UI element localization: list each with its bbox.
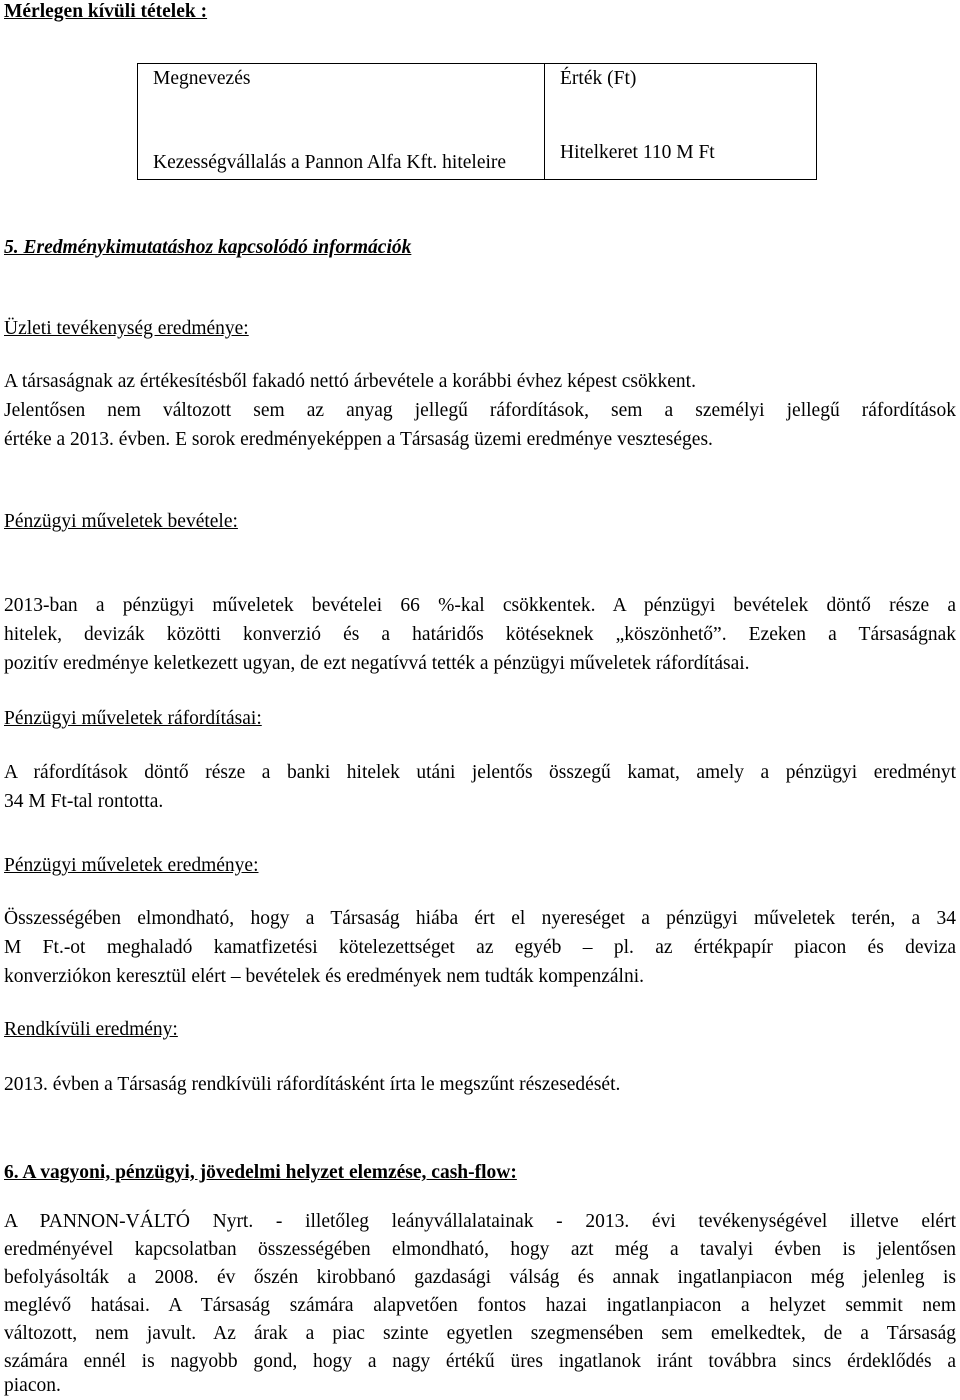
fin-result-line-2: M Ft.-ot meghaladó kamatfizetési kötelezettséget az egyéb – pl. az értékpapír piacon és deviza <box>4 937 956 958</box>
fin-expense-heading: Pénzügyi műveletek ráfordításai: <box>4 708 262 729</box>
section6-line-2: eredményével kapcsolatban összességében elmondható, hogy azt még a tavalyi évben is jelentősen <box>4 1239 956 1260</box>
section6-line-3: befolyásolták a 2008. év őszén kirobbanó gazdasági válság és annak ingatlanpiacon még jelenleg is <box>4 1267 956 1288</box>
table-cell-name: Kezességvállalás a Pannon Alfa Kft. hiteleire <box>138 94 545 180</box>
off-balance-table <box>137 63 817 180</box>
table-cell-value: Hitelkeret 110 M Ft <box>545 94 817 180</box>
section6-line-4: meglévő hatásai. A Társaság számára alapvetően fontos hazai ingatlanpiacon a helyzet semmit nem <box>4 1295 956 1316</box>
fin-income-heading: Pénzügyi műveletek bevétele: <box>4 511 238 532</box>
fin-result-line-1: Összességében elmondható, hogy a Társaság hiába ért el nyereséget a pénzügyi műveletek terén, a 34 <box>4 908 956 929</box>
off-balance-heading: Mérlegen kívüli tételek : <box>4 1 208 22</box>
table-header-name: Megnevezés <box>138 64 545 94</box>
fin-income-line-2: hitelek, devizák közötti konverzió és a határidős kötéseknek „köszönhető”. Ezeken a Társaságnak <box>4 624 956 645</box>
fin-income-line-3: pozitív eredménye keletkezett ugyan, de ezt negatívvá tették a pénzügyi műveletek ráfordításai. <box>4 653 750 674</box>
section6-line-1: A PANNON-VÁLTÓ Nyrt. - illetőleg leányvállalatainak - 2013. évi tevékenységével illetve elért <box>4 1211 956 1232</box>
fin-result-heading: Pénzügyi műveletek eredménye: <box>4 855 259 876</box>
section5-title: 5. Eredménykimutatáshoz kapcsolódó információk <box>4 237 412 258</box>
section6-line-5: változott, nem javult. Az árak a piac szinte egyetlen szegmensében sem emelkedtek, de a Társaság <box>4 1323 956 1344</box>
section6-title: 6. A vagyoni, pénzügyi, jövedelmi helyzet elemzése, cash-flow: <box>4 1162 517 1183</box>
table-header-value: Érték (Ft) <box>545 64 817 94</box>
section6-line-6: számára ennél is nagyobb gond, hogy a nagy értékű üres ingatlanok iránt továbbra sincs érdeklődés a <box>4 1351 956 1372</box>
extraordinary-line-1: 2013. évben a Társaság rendkívüli ráfordításként írta le megszűnt részesedését. <box>4 1074 621 1095</box>
table-row <box>138 94 817 180</box>
fin-expense-line-1: A ráfordítások döntő része a banki hitelek utáni jelentős összegű kamat, amely a pénzügyi eredményt <box>4 762 956 783</box>
business-line-2: Jelentősen nem változott sem az anyag jellegű ráfordítások, sem a személyi jellegű ráfordítások <box>4 400 956 421</box>
fin-expense-line-2: 34 M Ft-tal rontotta. <box>4 791 164 812</box>
business-line-1: A társaságnak az értékesítésből fakadó nettó árbevétele a korábbi évhez képest csökkent. <box>4 371 696 392</box>
section6-line-7: piacon. <box>4 1375 61 1396</box>
business-line-3: értéke a 2013. évben. E sorok eredményeképpen a Társaság üzemi eredménye veszteséges. <box>4 429 713 450</box>
extraordinary-heading: Rendkívüli eredmény: <box>4 1019 178 1040</box>
table-header-row <box>138 64 817 94</box>
business-heading: Üzleti tevékenység eredménye: <box>4 318 249 339</box>
fin-income-line-1: 2013-ban a pénzügyi műveletek bevételei 66 %-kal csökkentek. A pénzügyi bevételek döntő része a <box>4 595 956 616</box>
fin-result-line-3: konverziókon keresztül elért – bevételek és eredmények nem tudták kompenzálni. <box>4 966 645 987</box>
